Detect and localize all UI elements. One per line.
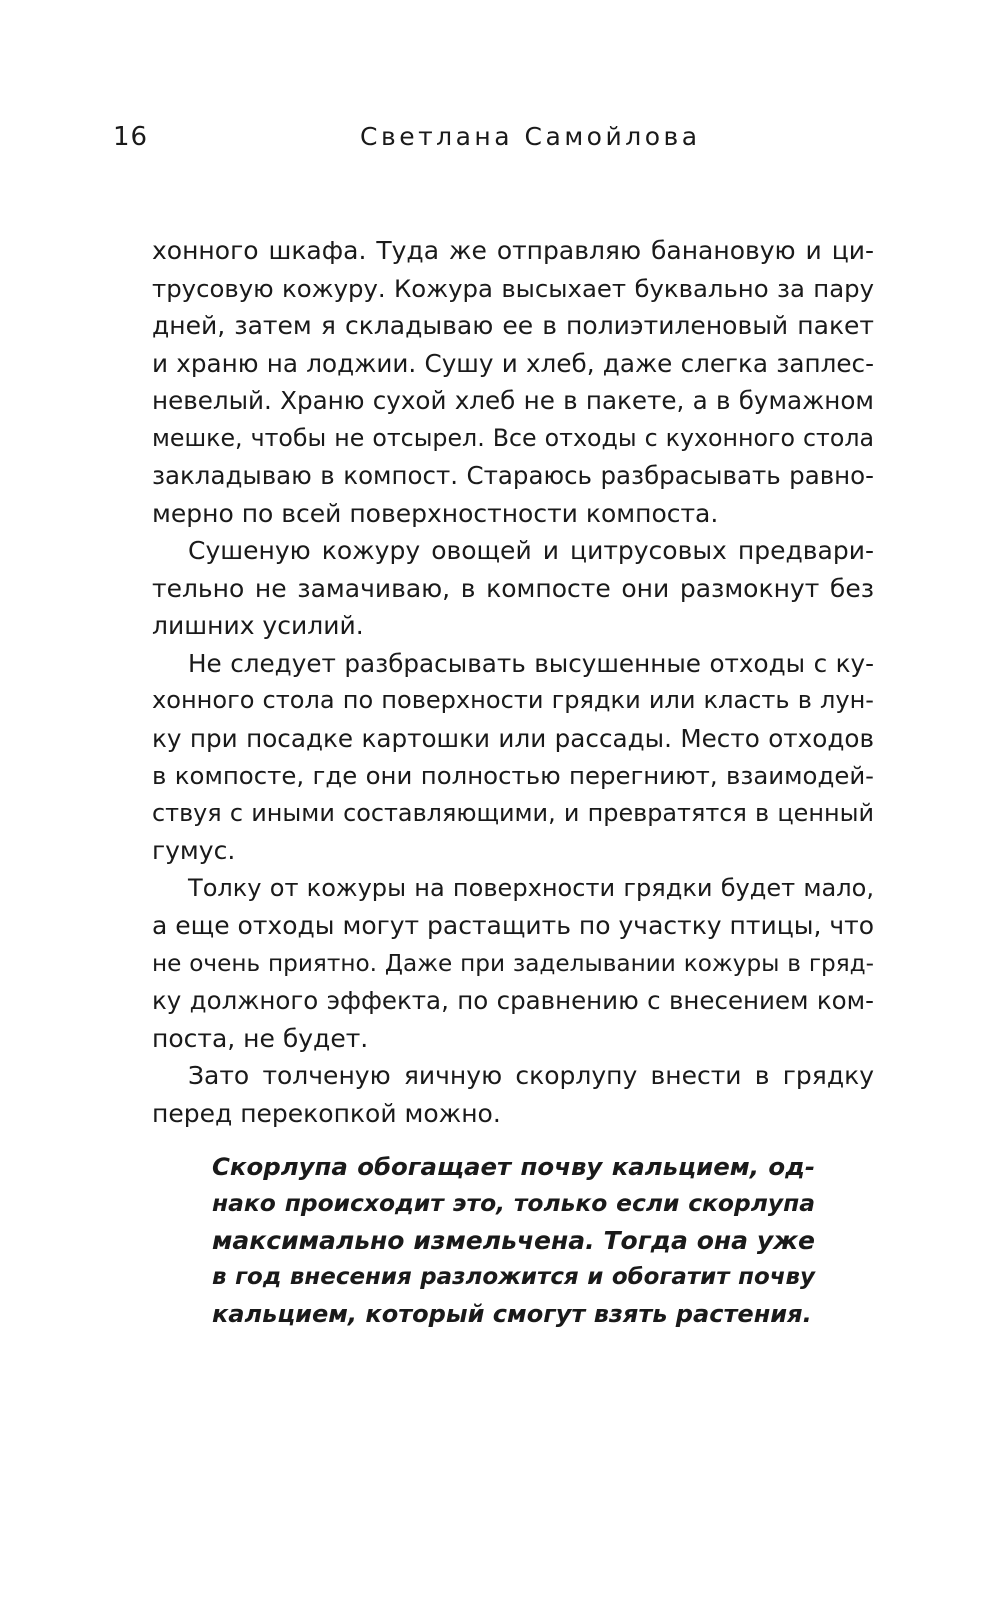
text-line: невелый. Храню сухой хлеб не в пакете, а в бумажном <box>152 386 874 415</box>
text-line: Толку от кожуры на поверхности грядки будет мало, <box>188 873 874 902</box>
text-line: ствуя с иными составляющими, и превратятся в ценный <box>152 798 874 827</box>
callout-line: кальцием, который смогут взять растения. <box>212 1300 812 1328</box>
text-line: мешке, чтобы не отсырел. Все отходы с кухонного стола <box>152 423 874 452</box>
text-line: хонного стола по поверхности грядки или класть в лун- <box>152 686 874 714</box>
text-line: поста, не будет. <box>152 1023 369 1053</box>
text-line: трусовую кожуру. Кожура высыхает буквально за пару <box>152 273 874 303</box>
callout-line: Скорлупа обогащает почву кальцием, од- <box>212 1152 815 1181</box>
text-line: лишних усилий. <box>152 611 364 640</box>
running-head-author: Светлана Самойлова <box>360 122 701 151</box>
text-line: закладываю в компост. Стараюсь разбрасывать равно- <box>152 461 874 490</box>
text-line: ку при посадке картошки или рассады. Место отходов <box>152 723 874 753</box>
text-line: Сушеную кожуру овощей и цитрусовых предвари- <box>188 536 874 565</box>
text-line: и храню на лоджии. Сушу и хлеб, даже слегка заплес- <box>152 348 874 378</box>
callout-line: максимально измельчена. Тогда она уже <box>212 1226 815 1255</box>
text-line: гумус. <box>152 836 236 865</box>
body-text <box>152 232 874 1132</box>
callout-line: в год внесения разложится и обогатит почву <box>212 1264 815 1290</box>
text-line: а еще отходы могут растащить по участку птицы, что <box>152 911 874 940</box>
callout-note <box>212 1148 815 1333</box>
text-line: хонного шкафа. Туда же отправляю банановую и ци- <box>152 236 874 265</box>
callout-line: нако происходит это, только если скорлупа <box>212 1189 815 1217</box>
text-line: в компосте, где они полностью перегниют, взаимодей- <box>152 761 874 790</box>
text-line: тельно не замачиваю, в компосте они размокнут без <box>152 573 874 603</box>
text-line: Не следует разбрасывать высушенные отходы с ку- <box>188 648 874 678</box>
text-line: перед перекопкой можно. <box>152 1098 501 1128</box>
text-line: мерно по всей поверхностности компоста. <box>152 498 719 528</box>
page-header <box>0 122 1000 162</box>
text-line: дней, затем я складываю ее в полиэтиленовый пакет <box>152 311 874 340</box>
page-number: 16 <box>113 122 149 152</box>
text-line: ку должного эффекта, по сравнению с внесением ком- <box>152 986 874 1015</box>
text-line: не очень приятно. Даже при заделывании кожуры в гряд- <box>152 949 874 977</box>
text-line: Зато толченую яичную скорлупу внести в грядку <box>188 1061 874 1090</box>
